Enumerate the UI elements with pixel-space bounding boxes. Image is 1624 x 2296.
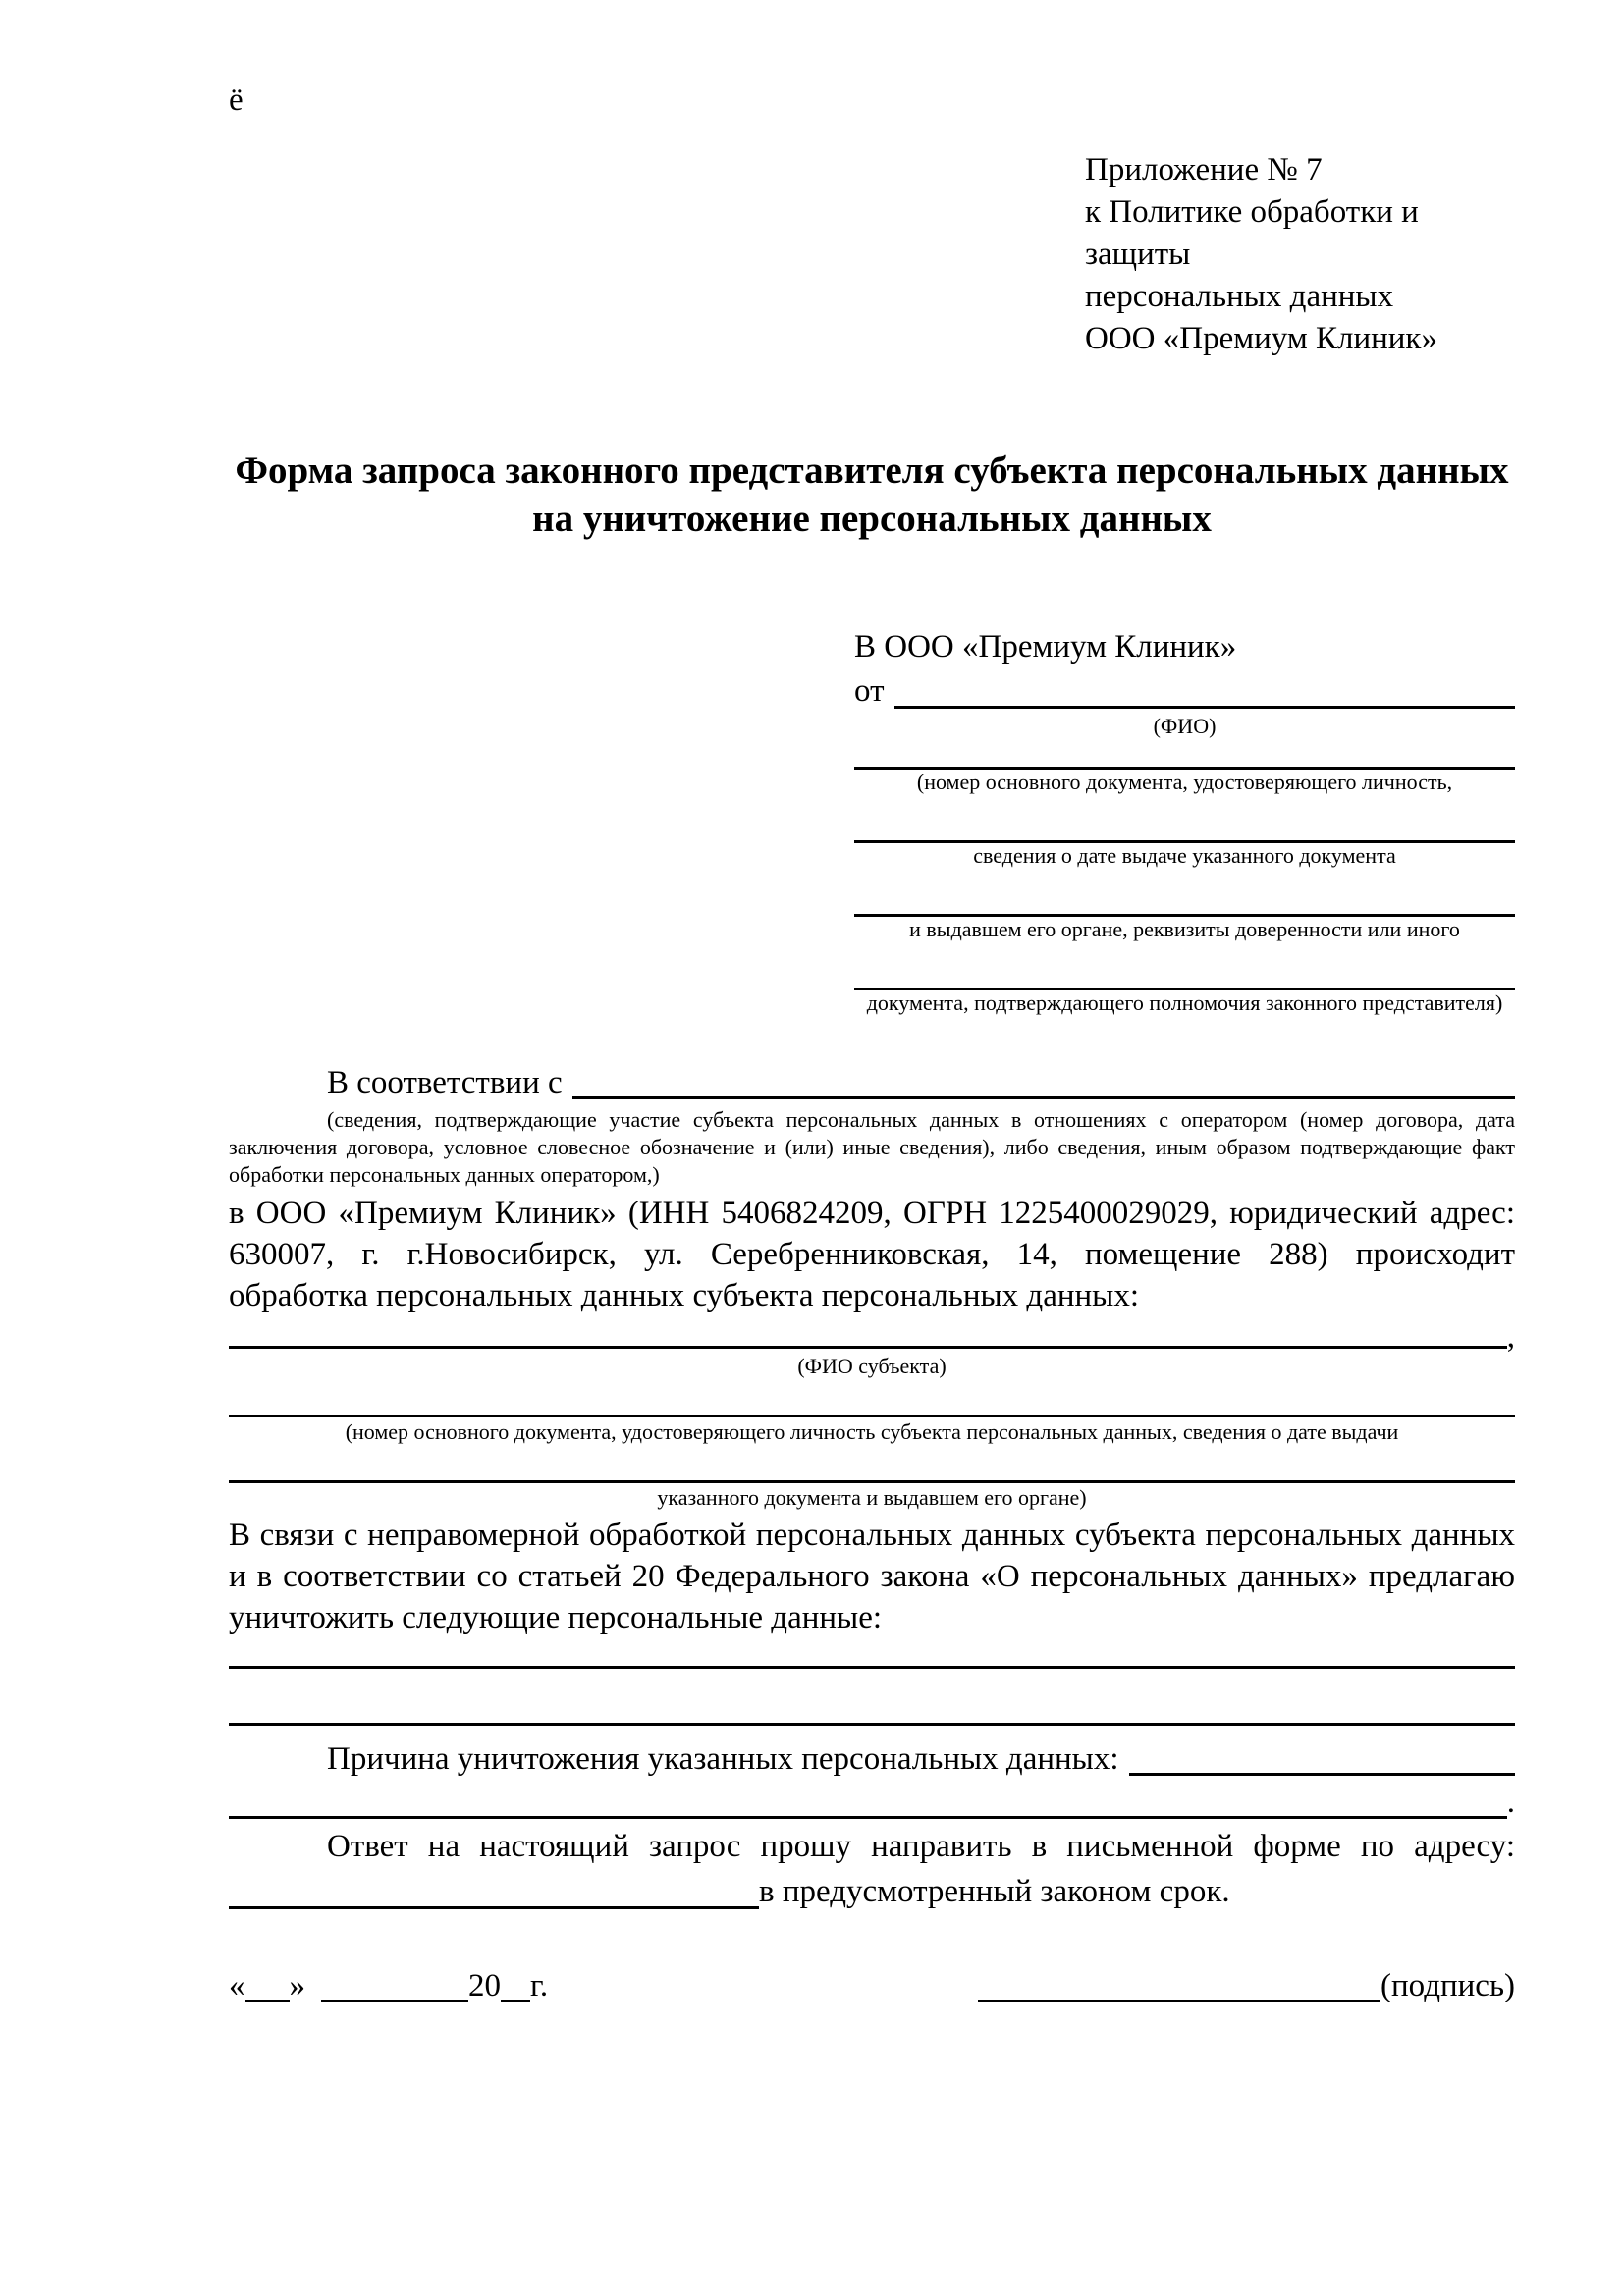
field-caption: сведения о дате выдаче указанного документа <box>973 843 1396 868</box>
subject-document-group <box>229 1480 1515 1511</box>
day-blank-line <box>245 1963 290 2002</box>
field-caption: и выдавшем его органе, реквизиты доверенности или иного <box>909 917 1460 941</box>
reply-address-row <box>229 1869 1515 1914</box>
quote-close: » <box>289 1968 305 2003</box>
note-line: обработки персональных данных оператором,) <box>229 1162 660 1187</box>
year-suffix: г. <box>530 1968 549 2003</box>
addressee-to: В ООО «Премиум Клиник» <box>854 629 1237 665</box>
data-to-destroy-blank-line <box>229 1666 1515 1669</box>
reason-row <box>229 1737 1515 1781</box>
data-to-destroy-blank-line <box>229 1723 1515 1726</box>
according-label: В соответствии с <box>327 1065 563 1100</box>
signature-row <box>229 1963 1515 2008</box>
paragraph-line: В связи с неправомерной обработкой персональных данных субъекта персональных данных <box>229 1518 1515 1553</box>
subject-authority-blank-line <box>229 1480 1515 1483</box>
reply-request-line: Ответ на настоящий запрос прошу направить в письменной форме по адресу: <box>327 1829 1515 1864</box>
subject-fio-caption: (ФИО субъекта) <box>797 1354 947 1378</box>
month-blank-line <box>321 1963 468 2002</box>
according-row <box>229 1061 1515 1104</box>
subject-document-caption: (номер основного документа, удостоверяющего личность субъекта персональных данных, сведения о дате выдачи <box>345 1419 1399 1444</box>
document-title-line: на уничтожение персональных данных <box>532 498 1212 540</box>
addressee-from-row <box>854 669 1515 714</box>
document-title-line: Форма запроса законного представителя субъекта персональных данных <box>235 450 1509 492</box>
note-line: заключения договора, условное словесное обозначение и (или) иные сведения), либо сведения, иным образом подтверждающие факт <box>229 1135 1515 1159</box>
paragraph-line: 630007, г. г.Новосибирск, ул. Серебренниковская, 14, помещение 288) происходит <box>229 1237 1515 1272</box>
addressee-field-group <box>854 914 1515 942</box>
appendix-header <box>1085 149 1515 360</box>
addressee-field-group <box>854 988 1515 1016</box>
field-caption: документа, подтверждающего полномочия законного представителя) <box>866 990 1503 1015</box>
addressee-block <box>854 625 1515 1016</box>
reply-suffix: в предусмотренный законом срок. <box>759 1874 1230 1909</box>
year-blank-line <box>501 1963 530 2002</box>
operator-paragraph <box>229 1193 1515 1316</box>
quote-open: « <box>229 1968 245 2003</box>
according-note <box>229 1106 1515 1189</box>
fio-caption: (ФИО) <box>1153 714 1217 738</box>
according-blank-line <box>572 1061 1515 1099</box>
subject-document-blank-line <box>229 1415 1515 1417</box>
trailing-comma: , <box>1506 1319 1515 1355</box>
appendix-line: ООО «Премиум Клиник» <box>1085 321 1437 356</box>
subject-fio-blank-line <box>229 1320 1507 1349</box>
signature-block <box>978 1963 1515 2008</box>
appendix-line: к Политике обработки и защиты <box>1085 194 1419 272</box>
paragraph-line: обработка персональных данных субъекта персональных данных: <box>229 1278 1139 1313</box>
addressee-field-group <box>854 767 1515 795</box>
from-label: от <box>854 673 885 709</box>
subject-fio-row <box>229 1320 1515 1354</box>
subject-authority-caption: указанного документа и выдавшем его органе) <box>657 1485 1087 1510</box>
reason-label: Причина уничтожения указанных персональных данных: <box>327 1741 1119 1777</box>
reply-address-blank-line <box>229 1869 759 1909</box>
signature-blank-line <box>978 1963 1380 2002</box>
paragraph-line: уничтожить следующие персональные данные: <box>229 1600 883 1635</box>
trailing-period: . <box>1506 1785 1515 1820</box>
note-line: (сведения, подтверждающие участие субъекта персональных данных в отношениях с оператором (номер договора, дата <box>327 1107 1515 1132</box>
appendix-line: Приложение № 7 <box>1085 152 1323 187</box>
stray-char: ё <box>229 82 244 118</box>
fio-blank-line <box>894 669 1516 709</box>
reason-blank-line <box>1129 1737 1515 1776</box>
paragraph-line: и в соответствии со статьей 20 Федерального закона «О персональных данных» предлагаю <box>229 1559 1515 1594</box>
year-prefix: 20 <box>468 1968 501 2003</box>
reason-continuation-row <box>229 1781 1515 1824</box>
document-title <box>229 447 1515 543</box>
paragraph-line: в ООО «Премиум Клиник» (ИНН 5406824209, ОГРН 1225400029029, юридический адрес: <box>229 1196 1515 1231</box>
date-block <box>229 1963 548 2008</box>
addressee-field-group <box>854 840 1515 869</box>
reason-blank-line <box>229 1781 1507 1819</box>
subject-document-group <box>229 1415 1515 1445</box>
request-paragraph <box>229 1515 1515 1638</box>
field-caption: (номер основного документа, удостоверяющего личность, <box>916 770 1453 794</box>
signature-caption: (подпись) <box>1380 1968 1515 2003</box>
appendix-line: персональных данных <box>1085 279 1394 314</box>
